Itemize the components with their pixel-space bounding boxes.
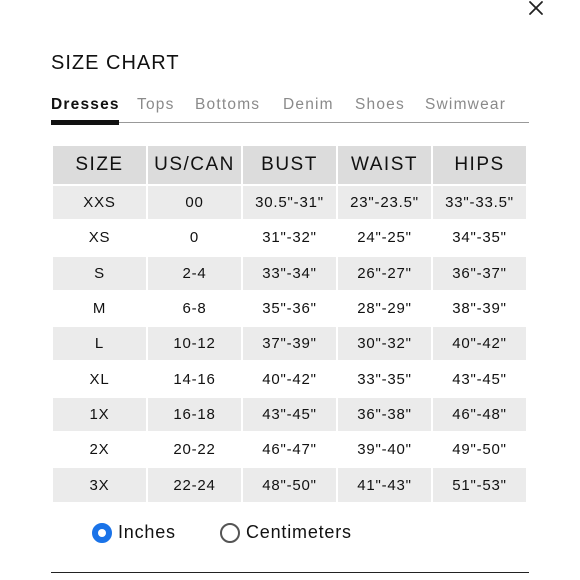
table-cell: 51"-53" [433,468,526,501]
table-cell: 46"-47" [262,441,317,459]
divider [51,572,529,573]
table-cell: 00 [148,186,241,219]
table-cell: 20-22 [173,441,216,459]
table-cell: 36"-37" [433,257,526,290]
table-cell: 3X [53,468,146,501]
table-cell: XL [89,370,110,388]
table-cell: 10-12 [148,327,241,360]
centimeters-radio[interactable] [220,523,240,543]
table-row [53,398,526,431]
table-row [53,362,526,395]
tab-bottoms[interactable]: Bottoms [195,96,261,113]
table-cell: 24"-25" [357,229,412,247]
table-header-row [53,146,526,184]
table-cell: 34"-35" [452,229,507,247]
close-icon [524,0,548,22]
inches-radio[interactable] [92,523,112,543]
table-cell: 1X [53,398,146,431]
table-cell: L [53,327,146,360]
table-cell: 33"-33.5" [433,186,526,219]
tab-denim[interactable]: Denim [283,96,334,113]
table-cell: 48"-50" [243,468,336,501]
column-header-size: SIZE [53,146,146,184]
table-cell: 39"-40" [357,441,412,459]
table-cell: 31"-32" [262,229,317,247]
table-cell: 6-8 [182,300,207,318]
table-cell: 43"-45" [452,370,507,388]
tab-shoes[interactable]: Shoes [355,96,405,113]
table-cell: 14-16 [173,370,216,388]
table-row [53,433,526,466]
table-cell: 22-24 [148,468,241,501]
tab-swimwear[interactable]: Swimwear [425,96,507,113]
table-cell: 49"-50" [452,441,507,459]
table-row [53,257,526,290]
table-cell: 23"-23.5" [338,186,431,219]
column-header-us-can: US/CAN [148,146,241,184]
table-row [53,221,526,254]
unit-option-inches[interactable] [92,522,176,543]
table-cell: 28"-29" [357,300,412,318]
table-cell: 2X [89,441,110,459]
table-cell: M [92,300,107,318]
table-row [53,327,526,360]
table-cell: 0 [189,229,200,247]
table-cell: XS [88,229,111,247]
table-row [53,186,526,219]
table-cell: 41"-43" [338,468,431,501]
unit-option-centimeters[interactable] [220,522,352,543]
active-tab-indicator [51,120,119,125]
table-row [53,292,526,325]
table-cell: 38"-39" [452,300,507,318]
table-cell: XXS [53,186,146,219]
table-cell: 16-18 [148,398,241,431]
table-cell: 35"-36" [262,300,317,318]
table-cell: 30.5"-31" [243,186,336,219]
tab-tops[interactable]: Tops [137,96,175,113]
table-cell: 43"-45" [243,398,336,431]
table-cell: 26"-27" [338,257,431,290]
column-header-bust: BUST [243,146,336,184]
table-cell: 2-4 [148,257,241,290]
table-cell: 40"-42" [262,370,317,388]
table-cell: 30"-32" [338,327,431,360]
close-button[interactable] [524,0,548,22]
table-cell: S [53,257,146,290]
table-cell: 40"-42" [433,327,526,360]
table-cell: 33"-34" [243,257,336,290]
centimeters-label: Centimeters [246,522,352,542]
table-cell: 37"-39" [243,327,336,360]
inches-label: Inches [118,522,176,542]
table-cell: 46"-48" [433,398,526,431]
column-header-hips: HIPS [433,146,526,184]
table-cell: 36"-38" [338,398,431,431]
tab-dresses[interactable]: Dresses [51,96,120,113]
column-header-waist: WAIST [338,146,431,184]
page-title: SIZE CHART [51,52,180,74]
category-tabs [51,96,529,123]
table-row [53,468,526,501]
table-cell: 33"-35" [357,370,412,388]
size-table [51,144,528,504]
